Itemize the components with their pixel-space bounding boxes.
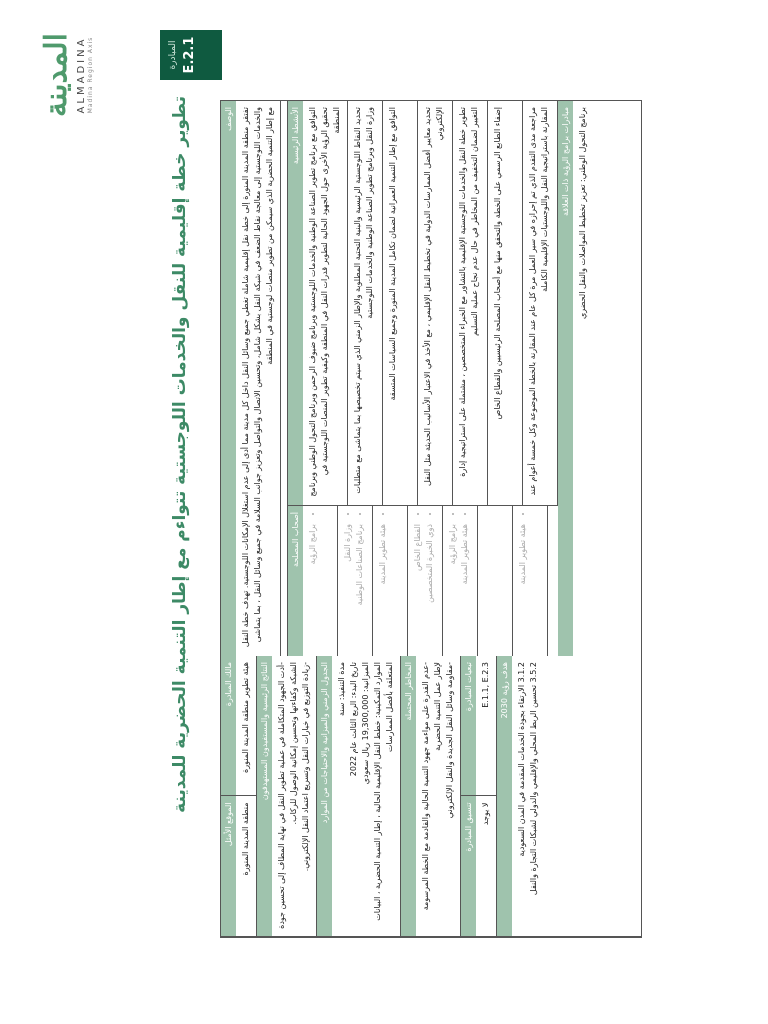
stakeholder-item: • القطاع الخاص: [412, 524, 424, 650]
location-cell: [221, 796, 256, 937]
risk-item: -عدم القدرة على مواءمة جهود التنمية الحالية والقادمة مع الخطة المرسومة لإطار عمل التنمية الحضرية: [421, 662, 442, 911]
stakeholder-item: • وزارة النقل: [342, 524, 354, 650]
stakeholder-cell: [303, 506, 338, 656]
vision-programs-header: مبادرات برامج الرؤية ذات العلاقة: [558, 101, 573, 656]
coord-header: تنسيق المبادرة: [461, 797, 476, 937]
activity-row: تحديد معايير أفضل الممارسات الدولية في تخطيط النقل الإقليمي ، مع الأخذ في الاعتبار الأساليب الحديثة مثل النقل الإلكتروني: [418, 101, 453, 505]
activities-list: [303, 101, 558, 505]
stakeholders-header: أصحاب المصلحة: [288, 506, 303, 656]
stakeholder-item: • برامج الرؤية: [307, 524, 319, 650]
linked-value: E.1.1, E.2.3: [481, 662, 490, 708]
description-header: الوصف: [221, 101, 236, 656]
stakeholder-cell: [513, 506, 548, 656]
outcome-item: -أدت الجهود المتكاملة في عملية تطوير النقل في نهاية المطاف إلى تحسين جودة الشبكة وكفاءتها وتحسين إمكانية الوصول للركاب.: [277, 662, 298, 929]
activities-column: [288, 101, 558, 506]
owner-cell: [221, 656, 256, 796]
timeline-item: مدة التنفيذ: سنة: [337, 662, 346, 717]
linked-header: تبعيات المبادرة: [461, 656, 476, 796]
page-title: تطوير خطة إقليمية للنقل والخدمات اللوجستية تتواءم مع إطار التنمية الحضرية للمدينة: [170, 96, 190, 813]
stakeholder-item: • برامج الرؤية: [447, 524, 459, 650]
logo-english: ALMADINA: [76, 36, 87, 114]
activity-row: إضفاء الطابع الرسمي على الخطة والتحقق منها مع أصحاب المصلحة الرئيسيين والقطاع الخاص: [488, 101, 523, 505]
vision-text: [512, 656, 544, 936]
timeline-item: الميزانية: 19,300,000 ريال سعودي: [361, 662, 370, 785]
risk-item: -مقاومة وسائل النقل الجديدة والنقل الإلكتروني: [445, 662, 454, 819]
timeline-item: الموارد التمكينية: خطط النقل الإقليمية الحالية ، إطار التنمية الحضرية ، البيانات المتعلقة بأفضل الممارسات: [373, 662, 394, 921]
coord-value: لا يوجد: [481, 802, 490, 826]
activities-table: [288, 101, 558, 656]
stakeholder-cell: [443, 506, 478, 656]
activities-header: الأنشطة الرئيسية: [288, 101, 303, 505]
vision-item: 3.1.2 الارتقاء بجودة الخدمات المقدمة في المدن السعودية: [517, 662, 526, 857]
summary-column: [221, 656, 641, 937]
activity-row: تحديد النقاط اللوجستية الرئيسية والبنية التحتية المطلوبة والإطار الزمني الذي سيتم تخصيصها بما يتماشى مع متطلبات وزارة النقل وبرنامج تطوير الصناعة الوطنية والخدمات اللوجستية: [348, 101, 383, 505]
outcomes-text: [272, 656, 317, 936]
outcome-item: -زيادة التوزيع في خيارات النقل وتسريع اعتماد النقل الإلكتروني.: [301, 662, 310, 872]
logo-subtitle: Madina Region Axis: [87, 36, 94, 114]
location-value: منطقة المدينة المنورة: [241, 802, 250, 876]
activity-row: مراجعة مدى التقدم الذي تم إحرازه في سير العمل مرة كل عام عند المقارنة بالخطة الموضوعة وكل خمسة أعوام عند المقارنة باستراتيجية النقل واللوجستيات الإقليمية الكاملة: [523, 101, 558, 505]
owner-header: مالك المبادرة: [221, 656, 236, 796]
risks-text: [416, 656, 461, 936]
stakeholder-item: • برنامج الصناعات الوطنية: [354, 524, 366, 650]
stakeholders-column: [288, 506, 558, 656]
linked-cell: [461, 656, 496, 796]
badge-code: E.2.1: [182, 36, 197, 74]
risks-header: المخاطر المحتملة: [401, 656, 416, 936]
owner-value: هيئة تطوير منطقة المدينة المنورة: [241, 662, 250, 773]
almadina-logo: [40, 30, 94, 120]
stakeholder-cell: [408, 506, 443, 656]
outcomes-header: النتائج الرئيسية والمستفيدون المستهدفون: [257, 656, 272, 936]
owner-location-row: [221, 656, 257, 936]
timeline-text: [332, 656, 401, 936]
stakeholder-item: • ذوي الخبرة المتخصصين: [424, 524, 436, 650]
timeline-item: تاريخ البدء: الربع الثالث عام 2022: [349, 662, 358, 777]
vision-programs-text: برنامج التحول الوطني: تعزيز تخطيط المواصلات والنقل الحضري: [578, 107, 587, 319]
stakeholder-item: • هيئة تطوير المدينة: [377, 524, 389, 650]
activity-row: تطوير خطة النقل والخدمات اللوجستية الإقليمية بالتشاور مع الخبراء المتخصصين ، مشتملة على استراتيجية إدارة التغيير لضمان التخفيف من المخاطر في حال عدم نجاح عملية التسليم: [453, 101, 488, 505]
stakeholder-cell: [478, 506, 513, 656]
vision-header: هدف رؤية 2030: [497, 656, 512, 936]
activity-row: التوافق مع برنامج تطوير الصناعة الوطنية والخدمات اللوجستية وبرنامج ضيوف الرحمن وبرنامج التحول الوطني وبرنامج تحقيق الرؤية الأخرى حول الجهود الحالية لتطوير قدرات النقل في المنطقة وكيفية تطوير المنصات اللوجستية في المنطقة: [303, 101, 348, 505]
stakeholder-cell: [373, 506, 408, 656]
spacer: [281, 101, 288, 656]
location-header: الموقع الأمثل: [221, 797, 236, 937]
linked-coord-row: [461, 656, 497, 936]
description-text: تفتقر منطقة المدينة المنورة إلى خطة نقل إقليمية شاملة تغطي جميع وسائل النقل داخل كل مدينة مما أدى إلى عدم استغلال الإمكانات اللوجستية. تهدف خطة النقل والخدمات اللوجستية إلى معالجة نقاط الضعف في شبكة النقل بشكل شامل، وتحسين الاتصال والتواصل وتعزيز جوانب السلامة في جميع وسائل النقل ، بما يتماشى مع إطار التنمية الحضرية الذي سيمكن من تطوير منصات لوجستية في المنطقة: [236, 101, 281, 656]
stakeholder-cell: [338, 506, 373, 656]
initiative-table: [220, 100, 642, 938]
stakeholders-list: [303, 506, 548, 656]
timeline-header: الجدول الزمني والميزانية والاحتياجات من الموارد: [317, 656, 332, 936]
coord-cell: [461, 796, 496, 937]
vision-item: 3.5.2 تحسين الربط المحلي والإقليمي والدولي لشبكات التجارة والنقل: [529, 662, 538, 896]
stakeholder-item: • هيئة تطوير المدينة: [459, 524, 471, 650]
details-column: [221, 101, 641, 656]
initiative-code-badge: [160, 30, 222, 80]
badge-label: المبادرة: [168, 40, 178, 70]
stakeholder-item: • هيئة تطوير المدينة: [517, 524, 529, 650]
logo-arabic: المدينة: [39, 32, 74, 118]
activity-row: التوافق مع إطار التنمية العمرانية لضمان تكامل المدينة المنورة وجميع السياسات المتسقة: [383, 101, 418, 505]
